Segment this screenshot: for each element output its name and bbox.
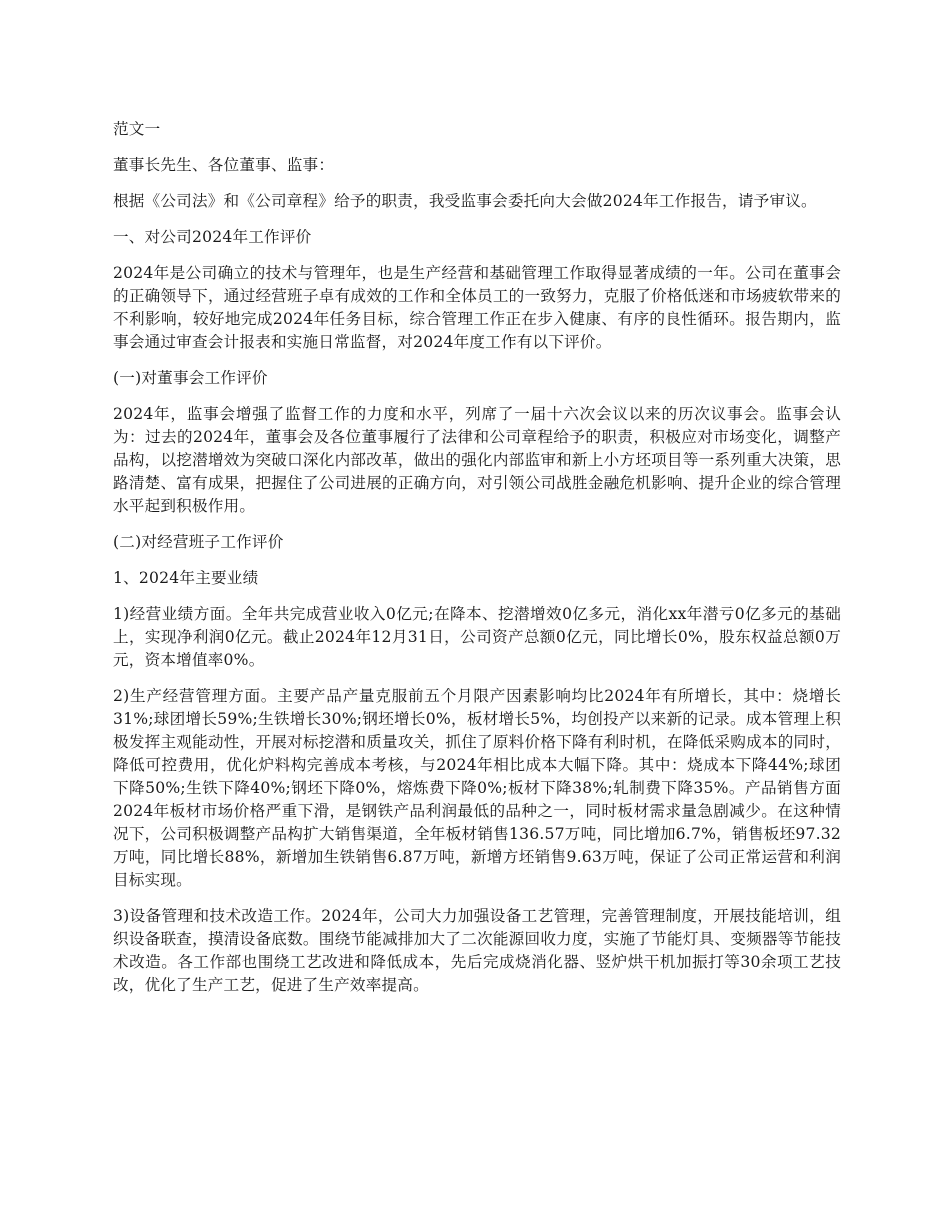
subsection-heading-board: (一)对董事会工作评价: [113, 369, 268, 387]
section-heading-1: 一、对公司2024年工作评价: [113, 228, 312, 246]
main-performance-heading: 1、2024年主要业绩: [113, 569, 259, 587]
performance-item-1: 1)经营业绩方面。全年共完成营业收入0亿元;在降本、挖潜增效0亿多元，消化xx年潜亏0亿多元的基础上，实现净利润0亿元。截止2024年12月31日，公司资产总额0亿元，同比增长0%，股东权益总额0万元，资本增值率0%。: [113, 605, 841, 669]
document-body: [113, 118, 841, 1010]
document-heading: 范文一: [113, 120, 161, 138]
board-evaluation-paragraph: 2024年，监事会增强了监督工作的力度和水平，列席了一届十六次会议以来的历次议事会。监事会认为：过去的2024年，董事会及各位董事履行了法律和公司章程给予的职责，积极应对市场变化，调整产品构，以挖潜增效为突破口深化内部改革，做出的强化内部监审和新上小方坯项目等一系列重大决策，思路清楚、富有成果，把握住了公司进展的正确方向，对引领公司战胜金融危机影响、提升企业的综合管理水平起到积极作用。: [113, 405, 841, 515]
intro-paragraph: 根据《公司法》和《公司章程》给予的职责，我受监事会委托向大会做2024年工作报告，请予审议。: [113, 192, 817, 210]
performance-item-2: 2)生产经营管理方面。主要产品产量克服前五个月限产因素影响均比2024年有所增长，其中：烧增长31%;球团增长59%;生铁增长30%;钢坯增长0%，板材增长5%，均创投产以来新的记录。成本管理上积极发挥主观能动性，开展对标挖潜和质量攻关，抓住了原料价格下降有利时机，在降低采购成本的同时，降低可控费用，优化炉料构完善成本考核，与2024年相比成本大幅下降。其中：烧成本下降44%;球团下降50%;生铁下降40%;钢坯下降0%，熔炼费下降0%;板材下降38%;轧制费下降35%。产品销售方面2024年板材市场价格严重下滑，是钢铁产品利润最低的品种之一，同时板材需求量急剧减少。在这种情况下，公司积极调整产品构扩大销售渠道，全年板材销售136.57万吨，同比增加6.7%，销售板坯97.32万吨，同比增长88%，新增加生铁销售6.87万吨，新增方坯销售9.63万吨，保证了公司正常运营和利润目标实现。: [113, 687, 841, 889]
section-1-paragraph: 2024年是公司确立的技术与管理年，也是生产经营和基础管理工作取得显著成绩的一年。公司在董事会的正确领导下，通过经营班子卓有成效的工作和全体员工的一致努力，克服了价格低迷和市场疲软带来的不利影响，较好地完成2024年任务目标，综合管理工作正在步入健康、有序的良性循环。报告期内，监事会通过审查会计报表和实施日常监督，对2024年度工作有以下评价。: [113, 264, 841, 351]
salutation: 董事长先生、各位董事、监事：: [113, 156, 335, 174]
performance-item-3: 3)设备管理和技术改造工作。2024年，公司大力加强设备工艺管理，完善管理制度，开展技能培训，组织设备联查，摸清设备底数。围绕节能减排加大了二次能源回收力度，实施了节能灯具、变频器等节能技术改造。各工作部也围绕工艺改进和降低成本，先后完成烧消化器、竖炉烘干机加振打等30余项工艺技改，优化了生产工艺，促进了生产效率提高。: [113, 907, 841, 994]
subsection-heading-management: (二)对经营班子工作评价: [113, 533, 284, 551]
